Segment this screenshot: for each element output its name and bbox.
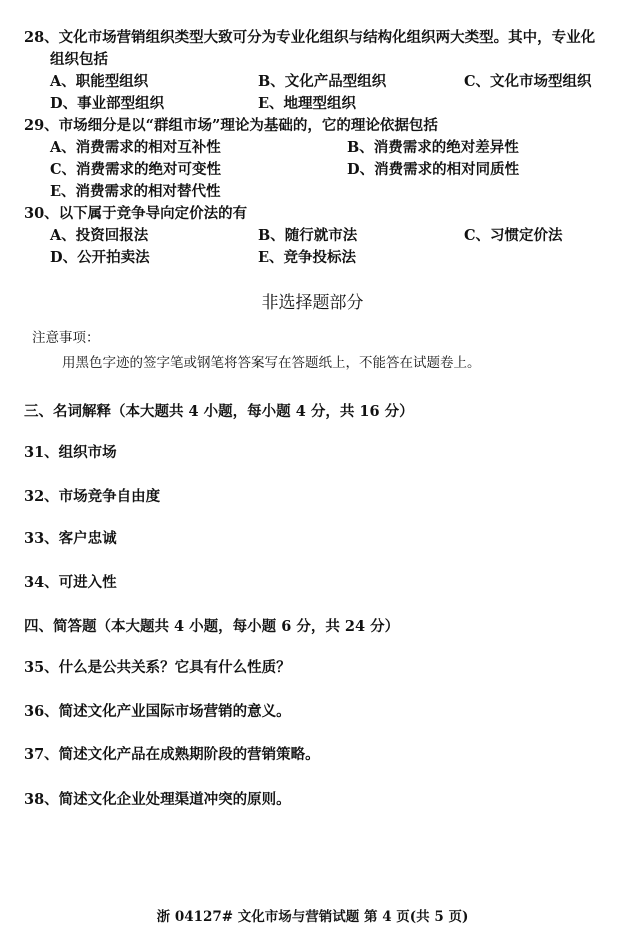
question-28-option-c: C、文化市场型组织 (464, 73, 592, 90)
section-title: 非选择题部分 (261, 293, 364, 313)
question-29-option-c: C、消费需求的绝对可变性 (50, 161, 222, 178)
question-29-stem: 29、市场细分是以“群组市场”理论为基础的，它的理论依据包括 (24, 117, 438, 134)
question-28-option-b: B、文化产品型组织 (258, 73, 387, 90)
question-34: 34、可进入性 (24, 574, 117, 591)
question-35: 35、什么是公共关系？它具有什么性质？ (24, 659, 291, 676)
question-30-option-b: B、随行就市法 (258, 227, 358, 244)
question-37: 37、简述文化产品在成熟期阶段的营销策略。 (24, 746, 320, 763)
question-33: 33、客户忠诚 (24, 530, 117, 547)
question-29-option-a: A、消费需求的相对互补性 (50, 139, 221, 156)
question-28-option-a: A、职能型组织 (50, 73, 149, 90)
question-30-option-e: E、竞争投标法 (258, 249, 357, 266)
question-30-stem: 30、以下属于竞争导向定价法的有 (24, 205, 248, 222)
notes-body: 用黑色字迹的签字笔或钢笔将答案写在答题纸上，不能答在试题卷上。 (62, 355, 481, 371)
question-28-option-e: E、地理型组织 (258, 95, 357, 112)
question-28-stem-cont: 组织包括 (50, 51, 108, 68)
question-29-option-d: D、消费需求的相对同质性 (347, 161, 520, 178)
part4-heading: 四、简答题（本大题共 4 小题，每小题 6 分，共 24 分） (24, 618, 400, 635)
question-29-option-b: B、消费需求的绝对差异性 (347, 139, 519, 156)
page-footer: 浙 04127# 文化市场与营销试题 第 4 页(共 5 页) (156, 909, 469, 925)
question-28-stem: 28、文化市场营销组织类型大致可分为专业化组织与结构化组织两大类型。其中，专业化 (24, 29, 596, 46)
question-30-option-d: D、公开拍卖法 (50, 249, 150, 266)
question-36: 36、简述文化产业国际市场营销的意义。 (24, 703, 291, 720)
question-30-option-c: C、习惯定价法 (464, 227, 563, 244)
notes-heading: 注意事项： (32, 330, 100, 346)
part3-heading: 三、名词解释（本大题共 4 小题，每小题 4 分，共 16 分） (24, 403, 414, 420)
question-29-option-e: E、消费需求的相对替代性 (50, 183, 221, 200)
question-32: 32、市场竞争自由度 (24, 488, 161, 505)
question-28-option-d: D、事业部型组织 (50, 95, 165, 112)
question-31: 31、组织市场 (24, 444, 117, 461)
question-30-option-a: A、投资回报法 (50, 227, 149, 244)
question-38: 38、简述文化企业处理渠道冲突的原则。 (24, 791, 291, 808)
